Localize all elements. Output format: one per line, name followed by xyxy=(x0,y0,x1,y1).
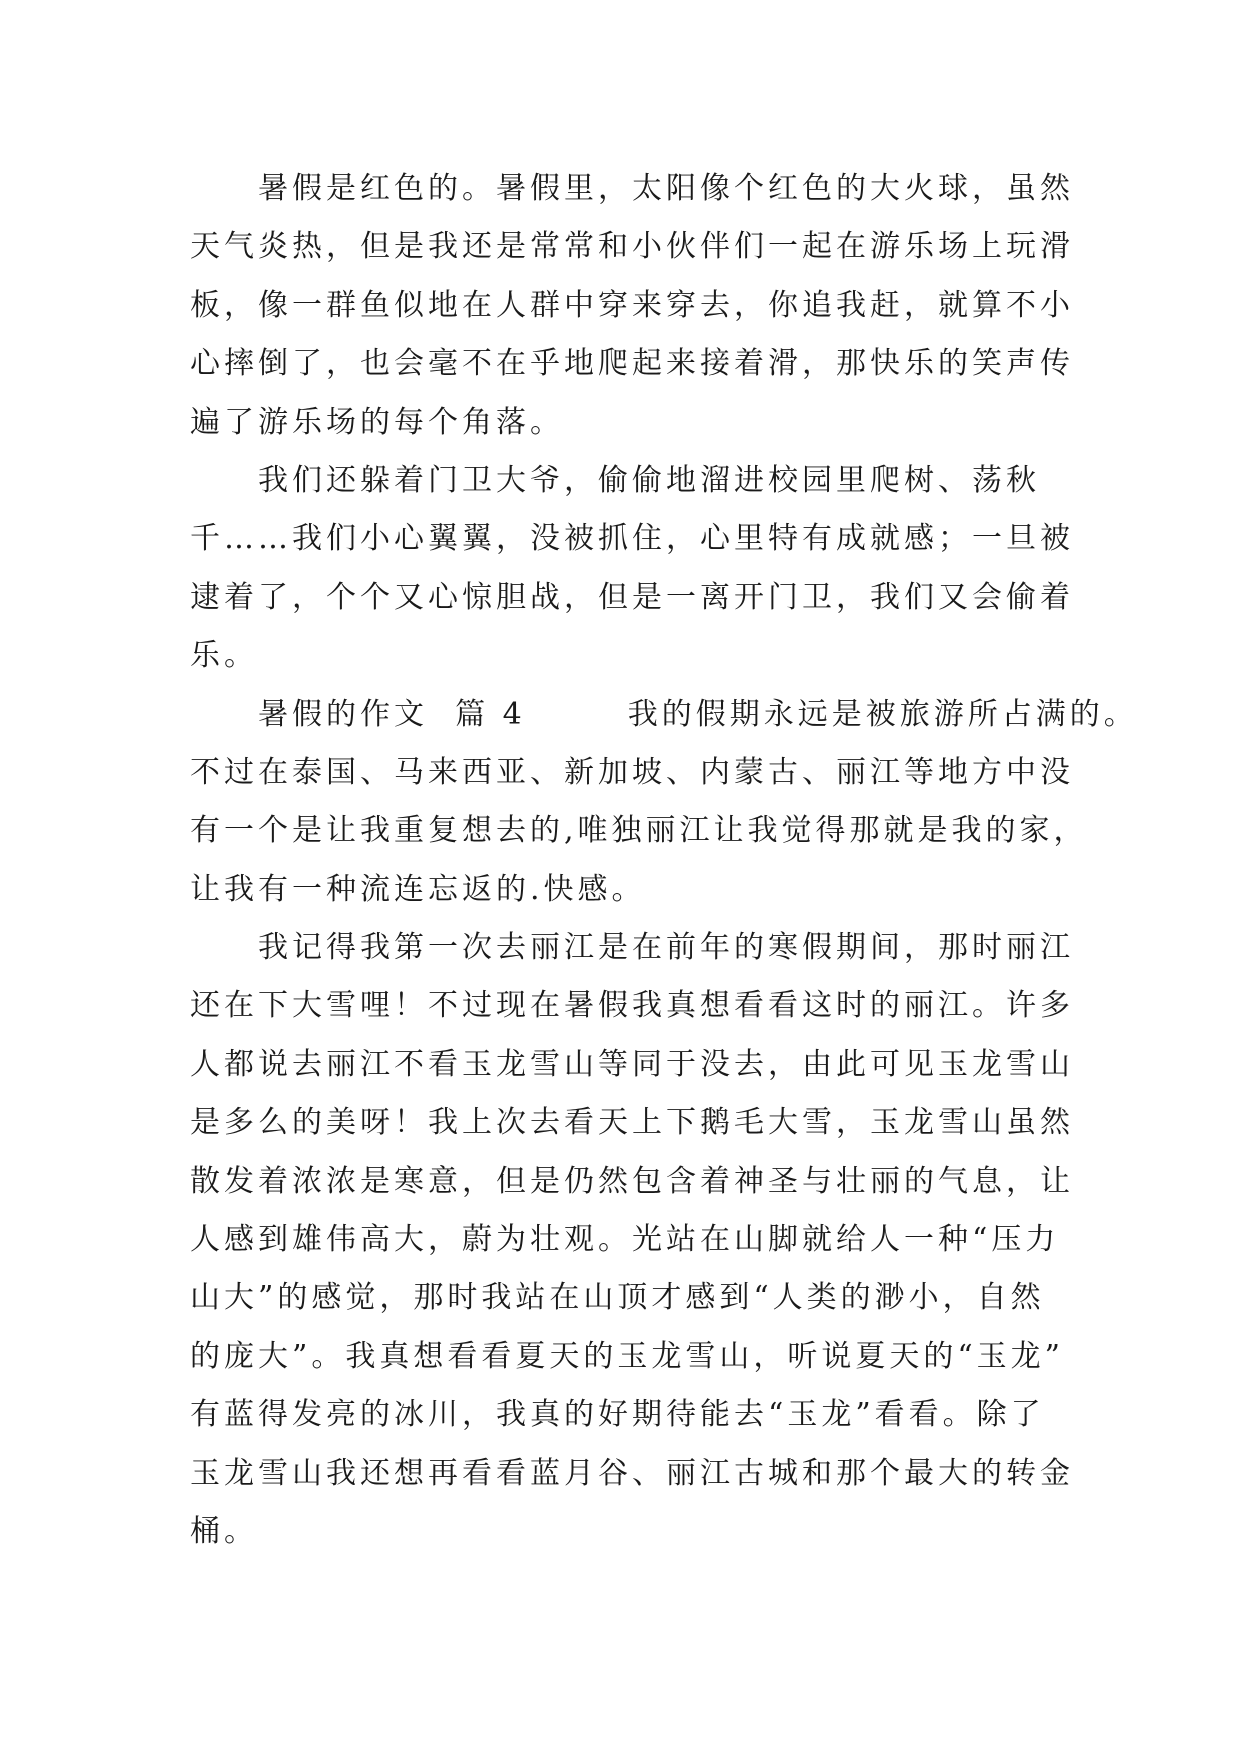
text-line: 山大”的感觉，那时我站在山顶才感到“人类的渺小，自然 xyxy=(190,1280,1045,1316)
text-line: 我记得我第一次去丽江是在前年的寒假期间，那时丽江 xyxy=(190,930,1074,966)
text-line: 遍了游乐场的每个角落。 xyxy=(190,404,564,440)
text-line: 玉龙雪山我还想再看看蓝月谷、丽江古城和那个最大的转金 xyxy=(190,1455,1074,1491)
text-line: 我们还躲着门卫大爷，偷偷地溜进校园里爬树、荡秋 xyxy=(190,462,1040,498)
text-line: 天气炎热，但是我还是常常和小伙伴们一起在游乐场上玩滑 xyxy=(190,229,1074,265)
text-line: 心摔倒了，也会毫不在乎地爬起来接着滑，那快乐的笑声传 xyxy=(190,346,1074,382)
text-line: 有蓝得发亮的冰川，我真的好期待能去“玉龙”看看。除了 xyxy=(190,1397,1045,1433)
text-line: 是多么的美呀！我上次去看天上下鹅毛大雪，玉龙雪山虽然 xyxy=(190,1105,1074,1141)
text-line: 乐。 xyxy=(190,638,258,674)
text-line: 千……我们小心翼翼，没被抓住，心里特有成就感；一旦被 xyxy=(190,521,1074,557)
text-line: 板，像一群鱼似地在人群中穿来穿去，你追我赶，就算不小 xyxy=(190,287,1074,323)
text-line: 不过在泰国、马来西亚、新加坡、内蒙古、丽江等地方中没 xyxy=(190,754,1074,790)
text-line: 逮着了，个个又心惊胆战，但是一离开门卫，我们又会偷着 xyxy=(190,579,1074,615)
text-line: 人感到雄伟高大，蔚为壮观。光站在山脚就给人一种“压力 xyxy=(190,1222,1060,1258)
text-line: 人都说去丽江不看玉龙雪山等同于没去，由此可见玉龙雪山 xyxy=(190,1046,1074,1082)
text-line: 的庞大”。我真想看看夏天的玉龙雪山，听说夏天的“玉龙” xyxy=(190,1338,1065,1374)
text-line: 散发着浓浓是寒意，但是仍然包含着神圣与壮丽的气息，让 xyxy=(190,1163,1074,1199)
section-heading-line: 暑假的作文 篇 4 我的假期永远是被旅游所占满的。 xyxy=(190,696,1138,732)
text-line: 让我有一种流连忘返的.快感。 xyxy=(190,871,646,907)
text-line: 暑假是红色的。暑假里，太阳像个红色的大火球，虽然 xyxy=(190,171,1074,206)
text-line: 还在下大雪哩！不过现在暑假我真想看看这时的丽江。许多 xyxy=(190,988,1074,1024)
essay-text xyxy=(190,160,1138,1561)
text-line: 桶。 xyxy=(190,1513,258,1549)
text-line: 有一个是让我重复想去的,唯独丽江让我觉得那就是我的家， xyxy=(190,813,1088,849)
